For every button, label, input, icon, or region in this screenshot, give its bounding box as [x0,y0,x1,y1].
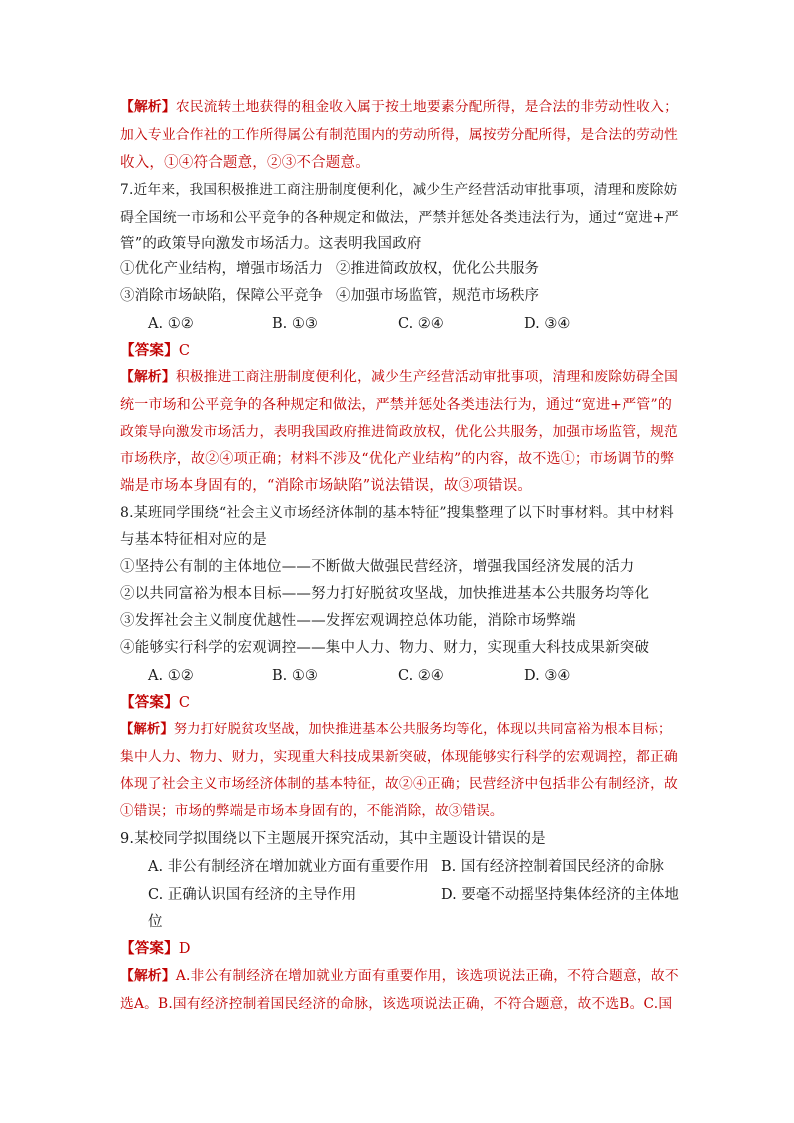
q7-answer: 【答案】C [120,342,191,359]
q8-item-3: ③发挥社会主义制度优越性——发挥宏观调控总体功能，消除市场弊端 [120,613,576,629]
analysis-tag: 【解析】 [120,722,174,737]
q8-choice-b: B. ①③ [272,668,318,684]
q9-choice-d-wrap: 位 [148,914,163,930]
q8-analysis-line-1: 【解析】努力打好脱贫攻坚战，加快推进基本公共服务均等化，体现以共同富裕为根本目标； [120,722,672,737]
q9-choice-c: C. 正确认识国有经济的主导作用 [148,887,357,903]
q8-stem-line-1: 8.某班同学围绕“社会主义市场经济体制的基本特征”搜集整理了以下时事材料。其中材料 [120,505,674,521]
q7-stem-line-1: 7.近年来，我国积极推进工商注册制度便利化，减少生产经营活动审批事项，清理和废除妨 [120,182,678,198]
q7-choice-a: A. ①② [148,316,194,332]
q7-choice-c: C. ②④ [398,316,444,332]
q8-choice-c: C. ②④ [398,668,444,684]
q7-choice-b: B. ①③ [272,316,318,332]
q9-choice-d: D. 要毫不动摇坚持集体经济的主体地 [441,887,679,903]
q8-choice-d: D. ③④ [524,668,571,684]
q8-analysis-line-4: ①错误；市场的弊端是市场本身固有的，不能消除，故③错误。 [120,803,504,819]
q8-item-2: ②以共同富裕为根本目标——努力打好脱贫攻坚战，加快推进基本公共服务均等化 [120,586,650,602]
q8-item-4: ④能够实行科学的宏观调控——集中人力、物力、财力，实现重大科技成果新突破 [120,640,650,656]
q8-stem-line-2: 与基本特征相对应的是 [120,532,267,548]
answer-tag: 【答案】 [120,940,179,957]
q7-choice-d: D. ③④ [524,316,571,332]
q8-choice-a: A. ①② [148,668,194,684]
q9-answer: 【答案】D [120,940,191,957]
q7-item-2: ②推进简政放权，优化公共服务 [336,261,539,277]
q7-item-4: ④加强市场监管，规范市场秩序 [336,288,539,304]
q7-analysis-line-1: 【解析】积极推进工商注册制度便利化，减少生产经营活动审批事项，清理和废除妨碍全国 [120,369,679,385]
q7-analysis-line-2: 统一市场和公平竞争的各种规定和做法，严禁并惩处各类违法行为，通过“宽进+严管”的 [120,397,673,413]
q6-analysis-line-1: 【解析】农民流转土地获得的租金收入属于按土地要素分配所得，是合法的非劳动性收入； [120,99,679,115]
q8-analysis-line-2: 集中人力、物力、财力，实现重大科技成果新突破，体现能够实行科学的宏观调控，都正确 [120,749,679,765]
q7-analysis-line-3: 政策导向激发市场活力，表明我国政府推进简政放权，优化公共服务，加强市场监管，规范 [120,424,679,440]
analysis-tag: 【解析】 [120,968,176,984]
q9-analysis-line-2: 选A。B.国有经济控制着国民经济的命脉，该选项说法正确，不符合题意，故不选B。C.国 [120,996,673,1012]
q7-analysis-line-4: 市场秩序，故②④项正确；材料不涉及“优化产业结构”的内容，故不选①；市场调节的弊 [120,451,675,467]
q7-item-1: ①优化产业结构，增强市场活力 [120,261,323,277]
q6-analysis-line-3: 收入，①④符合题意，②③不合题意。 [120,155,370,171]
q7-stem-line-2: 碍全国统一市场和公平竞争的各种规定和做法，严禁并惩处各类违法行为，通过“宽进+严 [120,210,679,226]
q9-analysis-line-1: 【解析】A.非公有制经济在增加就业方面有重要作用，该选项说法正确，不符合题意，故不 [120,968,679,984]
answer-tag: 【答案】 [120,342,179,359]
answer-tag: 【答案】 [120,694,179,711]
q8-answer: 【答案】C [120,694,191,711]
q7-item-3: ③消除市场缺陷，保障公平竞争 [120,288,323,304]
q8-item-1: ①坚持公有制的主体地位——不断做大做强民营经济，增强我国经济发展的活力 [120,559,635,575]
q9-stem: 9.某校同学拟围绕以下主题展开探究活动，其中主题设计错误的是 [120,831,546,847]
q6-analysis-line-2: 加入专业合作社的工作所得属公有制范围内的劳动所得，属按劳分配所得，是合法的劳动性 [120,127,679,143]
analysis-tag: 【解析】 [120,99,176,115]
q7-stem-line-3: 管”的政策导向激发市场活力。这表明我国政府 [120,236,422,252]
q9-choice-b: B. 国有经济控制着国民经济的命脉 [441,859,664,875]
q9-choice-a: A. 非公有制经济在增加就业方面有重要作用 [148,859,429,875]
q8-analysis-line-3: 体现了社会主义市场经济体制的基本特征，故②④正确；民营经济中包括非公有制经济，故 [120,776,679,792]
analysis-tag: 【解析】 [120,369,176,385]
q7-analysis-line-5: 端是市场本身固有的，“消除市场缺陷”说法错误，故③项错误。 [120,478,533,494]
